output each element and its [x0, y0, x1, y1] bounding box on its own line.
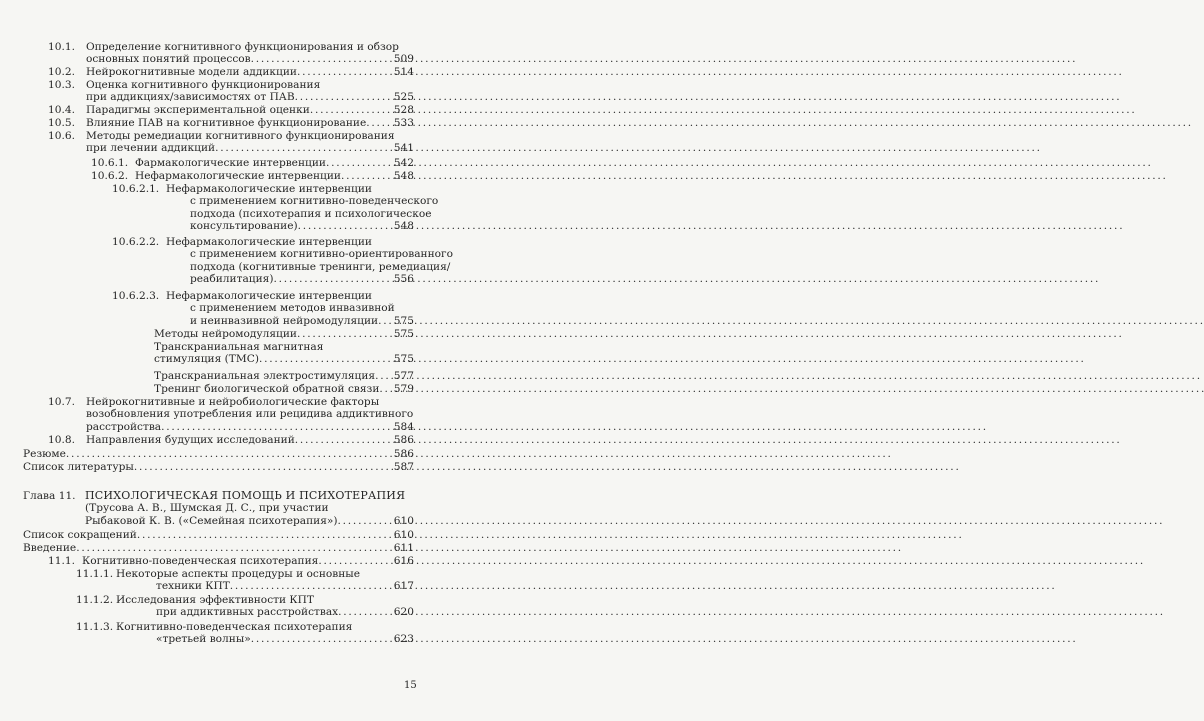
toc-entry[interactable]: [48, 117, 414, 129]
dot-leader: [259, 353, 393, 365]
toc-entry-page: 616: [393, 555, 414, 567]
toc-entry-page: 587: [393, 461, 414, 473]
toc-entry-page: 579: [393, 383, 414, 395]
dot-leader: [338, 515, 393, 527]
toc-entry-title: при аддиктивных расстройствах: [156, 606, 339, 619]
toc-entry-title: Когнитивно-поведенческая психотерапия: [116, 621, 353, 633]
toc-entry[interactable]: [76, 621, 414, 646]
toc-entry-title: Резюме: [23, 448, 66, 460]
dot-leader: [66, 448, 393, 460]
toc-entry-title: Введение: [23, 542, 77, 554]
toc-entry-title: Транскраниальная электростимуляция: [154, 370, 376, 382]
toc-entry[interactable]: [23, 542, 414, 554]
toc-entry-number: 10.6.: [48, 130, 75, 142]
toc-entry[interactable]: [91, 157, 414, 169]
toc-entry-title: техники КПТ: [156, 580, 230, 593]
toc-entry-title: при аддикциях/зависимостях от ПАВ: [86, 91, 295, 104]
toc-entry-title: Нефармакологические интервенции: [166, 183, 372, 195]
toc-entry-page: 541: [393, 142, 414, 155]
toc-entry-title: возобновления употребления или рецидива аддиктивного: [86, 408, 414, 421]
toc-entry-page: 584: [393, 420, 414, 433]
toc-entry-title: Когнитивно-поведенческая психотерапия: [82, 555, 319, 567]
dot-leader: [134, 461, 393, 473]
toc-entry-page: 577: [393, 370, 414, 382]
toc-entry-title: расстройства: [86, 420, 162, 433]
toc-entry-title: подхода (когнитивные тренинги, ремедиация/: [190, 260, 451, 273]
toc-entry-number: 11.1.2.: [76, 594, 114, 606]
toc-entry[interactable]: [48, 66, 414, 78]
toc-entry[interactable]: [23, 490, 414, 527]
toc-entry-page: 514: [393, 66, 414, 78]
toc-entry[interactable]: [23, 448, 414, 460]
dot-leader: [230, 580, 393, 592]
toc-entry-page: 610: [393, 514, 414, 527]
toc-entry[interactable]: [112, 290, 414, 327]
dot-leader: [297, 328, 393, 340]
toc-entry-title: Список сокращений: [23, 529, 137, 541]
toc-entry-title: Нейрокогнитивные модели аддикции: [86, 66, 297, 78]
toc-entry-title: с применением когнитивно-поведенческого: [190, 195, 439, 208]
toc-entry-page: 575: [393, 328, 414, 340]
dot-leader: [295, 91, 393, 103]
dot-leader: [215, 142, 393, 154]
toc-entry[interactable]: [112, 236, 453, 286]
toc-entry-number: 11.1.3.: [76, 621, 114, 633]
toc-entry-page: 575: [393, 353, 414, 366]
toc-entry-page: 556: [393, 273, 414, 286]
dot-leader: [375, 370, 393, 382]
toc-entry-number: 10.3.: [48, 79, 75, 91]
toc-entry-page: 548: [393, 170, 414, 182]
dot-leader: [251, 633, 393, 645]
toc-entry-number: 10.8.: [48, 434, 75, 446]
toc-entry-title: «третьей волны»: [156, 633, 251, 646]
toc-entry-number: 10.6.2.1.: [112, 183, 160, 195]
toc-entry[interactable]: [154, 383, 414, 395]
toc-entry-page: 575: [393, 314, 414, 327]
toc-entry-number: 10.1.: [48, 41, 75, 53]
toc-entry-title: Парадигмы экспериментальной оценки: [86, 104, 310, 116]
toc-entry-page: 548: [393, 220, 414, 233]
toc-entry-title: с применением когнитивно-ориентированного: [190, 248, 453, 261]
toc-entry-page: 620: [393, 606, 414, 619]
toc-entry-page: 623: [393, 633, 414, 646]
toc-entry[interactable]: [76, 568, 414, 593]
page-number: 15: [404, 680, 417, 691]
toc-entry-title: стимуляция (ТМС): [154, 353, 259, 366]
toc-entry[interactable]: [23, 529, 414, 541]
toc-entry-title: Нейрокогнитивные и нейробиологические факторы: [86, 396, 380, 408]
toc-entry-title: основных понятий процессов: [86, 53, 251, 66]
dot-leader: [341, 170, 393, 182]
toc-entry[interactable]: [48, 555, 414, 567]
toc-entry-page: 525: [393, 91, 414, 104]
toc-entry-page: 509: [393, 53, 414, 66]
dot-leader: [251, 53, 393, 65]
toc-entry-title: Рыбаковой К. В. («Семейная психотерапия»): [85, 514, 338, 527]
toc-entry[interactable]: [154, 328, 414, 340]
toc-entry-number: 10.6.1.: [91, 157, 129, 169]
dot-leader: [273, 273, 392, 285]
toc-entry-page: 542: [393, 157, 414, 169]
toc-entry-title: Методы нейромодуляции: [154, 328, 297, 340]
toc-entry[interactable]: [91, 170, 414, 182]
toc-entry-title: ПСИХОЛОГИЧЕСКАЯ ПОМОЩЬ И ПСИХОТЕРАПИЯ: [85, 489, 406, 502]
toc-entry-title: Влияние ПАВ на когнитивное функционирование: [86, 117, 367, 129]
toc-entry-title: консультирование): [190, 220, 298, 233]
toc-entry-title: Список литературы: [23, 461, 134, 473]
toc-entry-title: Тренинг биологической обратной связи: [154, 383, 380, 395]
toc-entry-page: 617: [393, 580, 414, 593]
toc-entry-page: 586: [393, 448, 414, 460]
toc-entry[interactable]: [154, 370, 414, 382]
toc-entry[interactable]: [23, 461, 414, 473]
toc-entry-number: 10.6.2.: [91, 170, 129, 182]
toc-entry-number: 10.2.: [48, 66, 75, 78]
toc-entry-number: 10.6.2.3.: [112, 290, 160, 302]
toc-entry-title: реабилитация): [190, 273, 274, 286]
toc-entry-number: 10.7.: [48, 396, 75, 408]
toc-entry[interactable]: [48, 104, 414, 116]
toc-entry-title: (Трусова А. В., Шумская Д. С., при участии: [85, 502, 329, 515]
dot-leader: [378, 315, 393, 327]
toc-entry-title: Оценка когнитивного функционирования: [86, 79, 321, 91]
toc-entry-number: 10.4.: [48, 104, 75, 116]
toc-entry-title: Некоторые аспекты процедуры и основные: [116, 568, 360, 580]
toc-entry[interactable]: [48, 396, 414, 433]
toc-entry-title: Методы ремедиации когнитивного функционирования: [86, 130, 395, 142]
dot-leader: [310, 104, 393, 116]
toc-entry-title: Нефармакологические интервенции: [166, 236, 372, 248]
dot-leader: [379, 383, 392, 395]
toc-entry-number: 11.1.1.: [76, 568, 114, 580]
dot-leader: [76, 542, 393, 554]
toc-entry-number: 11.1.: [48, 555, 75, 567]
dot-leader: [318, 555, 392, 567]
dot-leader: [338, 606, 393, 618]
toc-entry-page: 533: [393, 117, 414, 129]
toc-entry[interactable]: [154, 341, 414, 366]
toc-entry-title: Направления будущих исследований: [86, 434, 295, 446]
toc-entry-page: 611: [393, 542, 414, 554]
toc-entry[interactable]: [48, 130, 414, 155]
toc-entry-title: Исследования эффективности КПТ: [116, 594, 314, 606]
toc-entry-title: при лечении аддикций: [86, 142, 216, 155]
dot-leader: [366, 117, 393, 129]
toc-entry-title: подхода (психотерапия и психологическое: [190, 207, 432, 220]
toc-entry-title: с применением методов инвазивной: [190, 302, 395, 315]
toc-entry-page: 586: [393, 434, 414, 446]
dot-leader: [161, 421, 393, 433]
table-of-contents: [0, 0, 494, 721]
dot-leader: [295, 434, 393, 446]
toc-entry-title: и неинвазивной нейромодуляции: [190, 314, 379, 327]
toc-entry-title: Нефармакологические интервенции: [135, 170, 341, 182]
toc-entry-number: Глава 11.: [23, 490, 76, 502]
dot-leader: [326, 157, 393, 169]
toc-entry[interactable]: [48, 434, 414, 446]
dot-leader: [298, 220, 393, 232]
toc-entry[interactable]: [112, 183, 439, 233]
dot-leader: [137, 529, 393, 541]
toc-entry-page: 528: [393, 104, 414, 116]
toc-entry[interactable]: [48, 41, 414, 66]
toc-entry-title: Нефармакологические интервенции: [166, 290, 372, 302]
toc-entry-page: 610: [393, 529, 414, 541]
toc-entry-title: Транскраниальная магнитная: [154, 341, 324, 353]
toc-entry[interactable]: [48, 79, 414, 104]
dot-leader: [297, 66, 393, 78]
toc-entry-number: 10.5.: [48, 117, 75, 129]
toc-entry-title: Определение когнитивного функционирования и обзор: [86, 41, 399, 53]
toc-entry-title: Фармакологические интервенции: [135, 157, 326, 169]
toc-entry-number: 10.6.2.2.: [112, 236, 160, 248]
toc-entry[interactable]: [76, 594, 414, 619]
